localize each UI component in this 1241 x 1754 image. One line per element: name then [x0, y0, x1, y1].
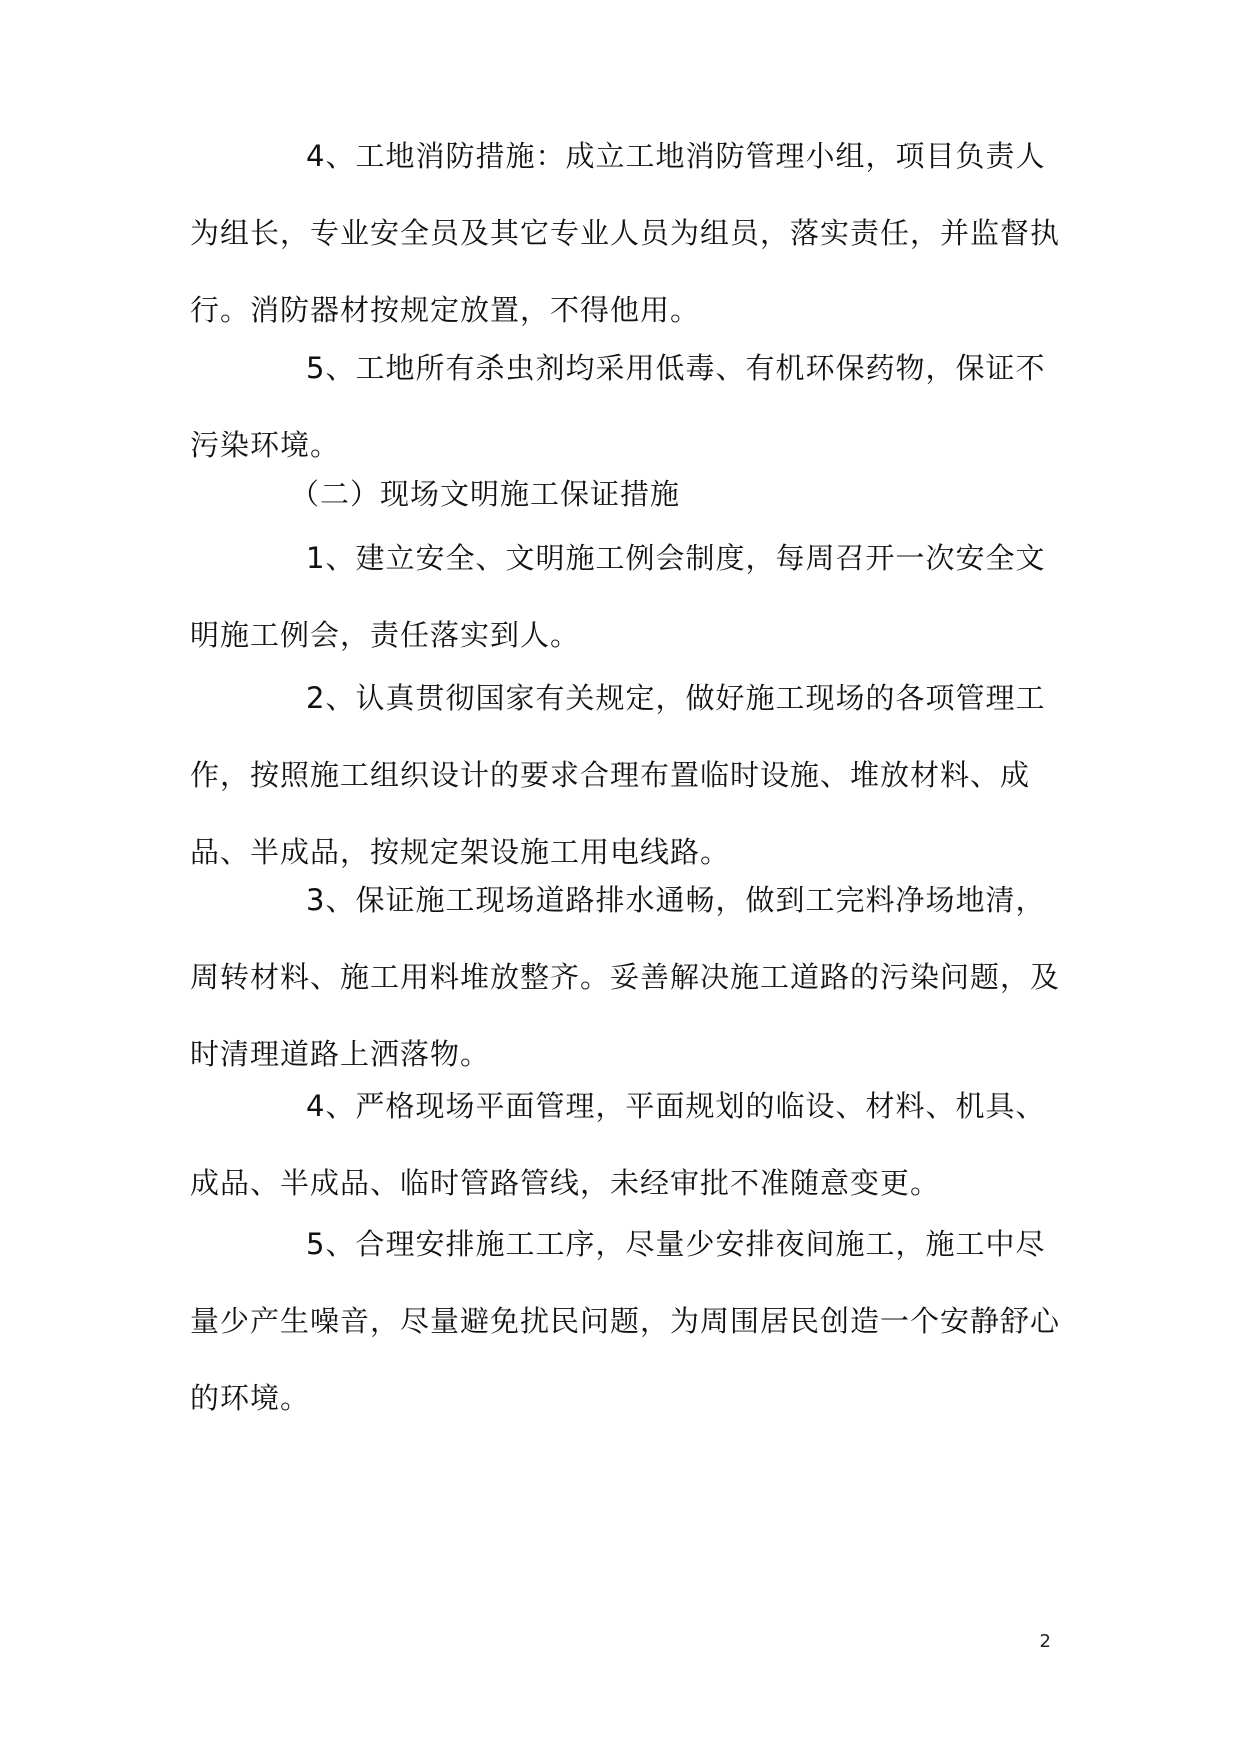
paragraph-noise-control: 5、合理安排施工工序，尽量少安排夜间施工，施工中尽量少产生噪音，尽量避免扰民问题，为周围居民创造一个安静舒心的环境。 — [190, 1227, 1061, 1415]
section-heading-civilized-construction: （二）现场文明施工保证措施 — [290, 477, 681, 511]
paragraph-road-drainage: 3、保证施工现场道路排水通畅，做到工完料净场地清，周转材料、施工用料堆放整齐。妥善解决施工道路的污染问题，及时清理道路上洒落物。 — [190, 883, 1061, 1071]
paragraph-pesticide: 5、工地所有杀虫剂均采用低毒、有机环保药物，保证不污染环境。 — [190, 351, 1046, 462]
paragraph-site-management: 2、认真贯彻国家有关规定，做好施工现场的各项管理工作，按照施工组织设计的要求合理布置临时设施、堆放材料、成品、半成品，按规定架设施工用电线路。 — [190, 681, 1046, 869]
paragraph-plane-management: 4、严格现场平面管理，平面规划的临设、材料、机具、成品、半成品、临时管路管线，未经审批不准随意变更。 — [190, 1089, 1046, 1200]
paragraph-fire-safety: 4、工地消防措施：成立工地消防管理小组，项目负责人为组长，专业安全员及其它专业人员为组员，落实责任，并监督执行。消防器材按规定放置，不得他用。 — [190, 139, 1061, 327]
paragraph-meeting-system: 1、建立安全、文明施工例会制度，每周召开一次安全文明施工例会，责任落实到人。 — [190, 541, 1046, 652]
page-number: 2 — [1039, 1631, 1051, 1652]
